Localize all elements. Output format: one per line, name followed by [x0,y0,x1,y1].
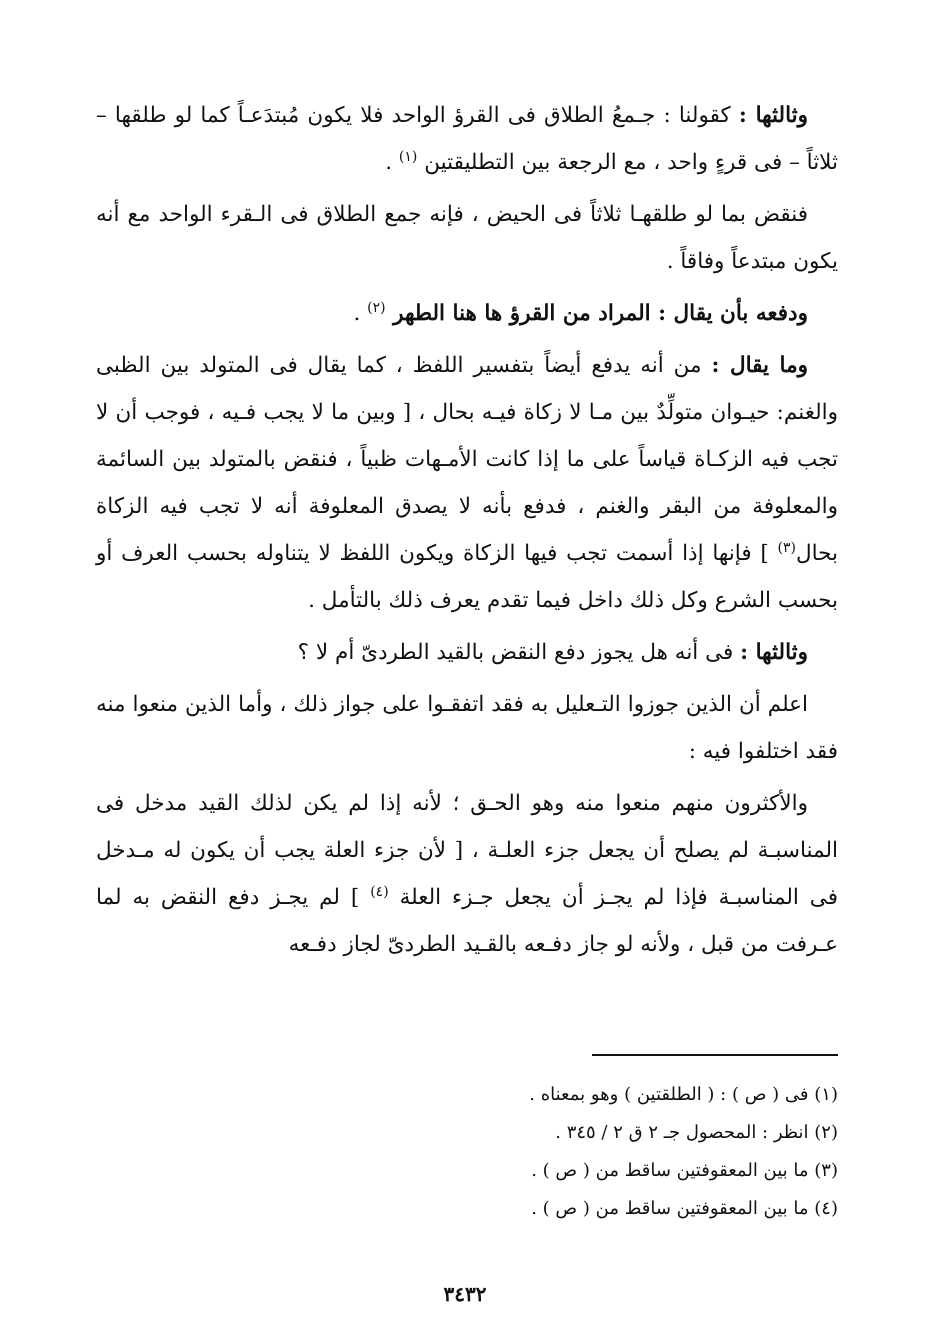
paragraph-tail: . [385,150,399,175]
paragraph-5 [96,629,838,676]
page-number: ٣٤٣٢ [443,1282,487,1306]
paragraph-3 [96,290,838,337]
footnote-ref-2: (٢) [367,299,386,316]
paragraph-2 [96,191,838,285]
paragraph-6 [96,681,838,775]
main-text-body [96,92,838,972]
footnote-4: (٤) ما بين المعقوفتين ساقط من ( ص ) . [531,1198,838,1219]
footnote-ref-1: (١) [398,148,418,165]
paragraph-text: كقولنا : جـمعُ الطلاق فى القرؤ الواحد فلا يكون مُبتدَعـاً كما لو طلقها – ثلاثاً – فى قرءٍ واحد ، مع الرجعة بين التطليقتين [96,103,838,175]
paragraph-text: فى أنه هل يجوز دفع النقض بالقيد الطردىّ أم لا ؟ [297,640,741,665]
paragraph-tail: ] لم يجـز دفع النقض به لما عـرفت من قبل ، ولأنه لو جاز دفـعه بالقـيد الطردىّ لجاز دفـعه [96,885,838,957]
footnote-ref-4: (٤) [370,883,389,900]
paragraph-text: والأكثرون منهم منعوا منه وهو الحـق ؛ لأنه إذا لم يكن لذلك القيد مدخل فى المناسبـة لم يصلح أن يجعل جزء العلـة ، [ لأن جزء العلة يجب أن يكون له مـدخل فى المناسبـة فإذا لم يجـز أن يجعل جـزء العلة [96,791,838,910]
paragraph-lead: وثالثها : [740,640,808,665]
footnote-3: (٣) ما بين المعقوفتين ساقط من ( ص ) . [531,1160,838,1181]
footnote-2: (٢) انظر : المحصول جـ ٢ ق ٢ / ٣٤٥ . [555,1122,838,1143]
paragraph-text: من أنه يدفع أيضاً بتفسير اللفظ ، كما يقال فى المتولد بين الظبى والغنم: حيـوان متولِّدٌ بين مـا لا زكاة فيـه بحال ، [ وبين ما لا يجب فـيه ، فوجب أن لا تجب فيه الزكـاة قياساً على ما إذا كانت الأمـهات ظبياً ، فنقض بالمتولد بين السائمة والمعلوفة من البقر والغنم ، فدفع بأنه لا يصدق المعلوفة أنه لا تجب فيه الزكاة بحال [96,353,838,566]
paragraph-tail: ] فإنها إذا أسمت تجب فيها الزكاة ويكون اللفظ لا يتناوله بحسب العرف أو بحسب الشرع وكل ذلك داخل فيما تقدم يعرف ذلك بالتأمل . [96,541,838,613]
paragraph-1 [96,92,838,186]
footnote-ref-3: (٣) [777,539,796,556]
paragraph-lead: ودفعه بأن يقال : [658,301,808,326]
footnotes-list [96,1076,838,1228]
paragraph-text: المراد من القرؤ ها هنا الطهر [385,301,659,326]
paragraph-7 [96,780,838,968]
paragraph-tail: . [353,301,368,326]
paragraph-lead: وثالثها : [738,103,808,128]
footnote-1: (١) فى ( ص ) : ( الطلقتين ) وهو بمعناه . [529,1084,838,1105]
paragraph-lead: وما يقال : [711,353,808,378]
paragraph-text: اعلم أن الذين جوزوا التـعليل به فقد اتفقـوا على جواز ذلك ، وأما الذين منعوا منه فقد اختلفوا فيه : [96,692,838,764]
footnote-separator [592,1054,838,1056]
paragraph-4 [96,342,838,624]
paragraph-text: فنقض بما لو طلقهـا ثلاثاً فى الحيض ، فإنه جمع الطلاق فى الـقرء الواحد مع أنه يكون مبتدعاً وفاقاً . [96,202,838,274]
